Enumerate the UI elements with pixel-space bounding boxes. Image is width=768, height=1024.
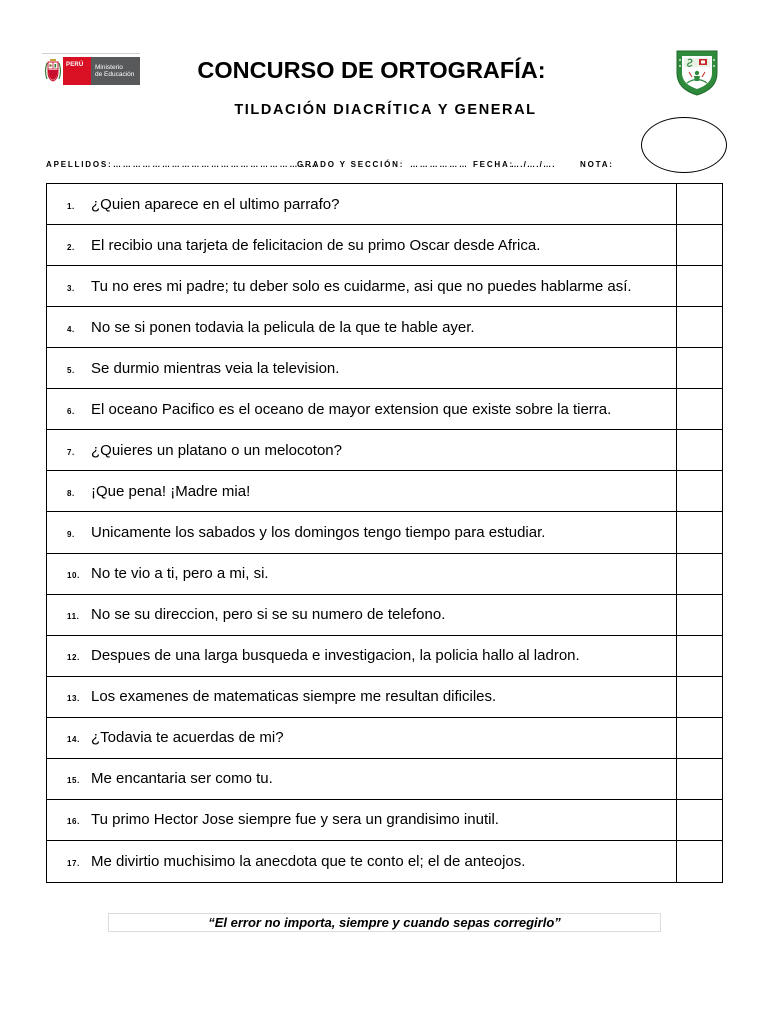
question-row xyxy=(47,471,722,512)
school-crest-icon xyxy=(675,48,719,96)
question-cell xyxy=(47,348,677,388)
question-text: No se su direccion, pero si se su numero de telefono. xyxy=(91,606,446,624)
question-number: 4. xyxy=(67,324,75,334)
fecha-label: FECHA: xyxy=(473,160,515,169)
question-number: 9. xyxy=(67,529,75,539)
question-cell xyxy=(47,225,677,265)
question-number: 1. xyxy=(67,201,75,211)
question-number: 11. xyxy=(67,612,80,622)
peru-coat-of-arms-icon xyxy=(43,57,63,85)
fecha-blank: …./…./…. xyxy=(511,160,556,169)
question-text: Tu no eres mi padre; tu deber solo es cuidarme, asi que no puedes hablarme así. xyxy=(91,277,632,295)
question-cell xyxy=(47,471,677,511)
answer-cell xyxy=(677,307,722,347)
apellidos-label: APELLIDOS: xyxy=(46,160,113,169)
question-cell xyxy=(47,595,677,635)
answer-cell xyxy=(677,512,722,552)
answer-cell xyxy=(677,677,722,717)
question-text: Se durmio mientras veia la television. xyxy=(91,359,340,377)
logo-country-label: PERÚ xyxy=(66,62,84,68)
answer-cell xyxy=(677,225,722,265)
student-info-line xyxy=(0,159,768,170)
question-cell xyxy=(47,184,677,224)
answer-cell xyxy=(677,266,722,306)
question-text: ¿Todavia te acuerdas de mi? xyxy=(91,729,284,747)
question-number: 17. xyxy=(67,858,80,868)
grado-seccion-blank: ……………… xyxy=(410,160,469,169)
question-row xyxy=(47,389,722,430)
question-cell xyxy=(47,389,677,429)
question-row xyxy=(47,184,722,225)
question-row xyxy=(47,225,722,266)
answer-cell xyxy=(677,184,722,224)
question-row xyxy=(47,718,722,759)
question-number: 2. xyxy=(67,242,75,252)
footer-quote-box xyxy=(108,913,661,932)
answer-cell xyxy=(677,759,722,799)
question-cell xyxy=(47,718,677,758)
answer-cell xyxy=(677,389,722,429)
question-row xyxy=(47,677,722,718)
question-number: 7. xyxy=(67,447,75,457)
question-text: Despues de una larga busqueda e investigacion, la policia hallo al ladron. xyxy=(91,647,580,665)
question-row xyxy=(47,800,722,841)
question-text: El recibio una tarjeta de felicitacion de su primo Oscar desde Africa. xyxy=(91,236,541,254)
question-text: No se si ponen todavia la pelicula de la que te hable ayer. xyxy=(91,318,475,336)
answer-cell xyxy=(677,554,722,594)
question-row xyxy=(47,554,722,595)
question-row xyxy=(47,841,722,882)
question-row xyxy=(47,430,722,471)
question-cell xyxy=(47,677,677,717)
page-subtitle: TILDACIÓN DIACRÍTICA Y GENERAL xyxy=(234,102,537,118)
question-text: Me encantaria ser como tu. xyxy=(91,770,273,788)
question-row xyxy=(47,348,722,389)
nota-label: NOTA: xyxy=(580,160,614,169)
question-row xyxy=(47,512,722,553)
question-number: 6. xyxy=(67,406,75,416)
question-text: Me divirtio muchisimo la anecdota que te conto el; el de anteojos. xyxy=(91,852,526,870)
question-text: ¿Quieres un platano o un melocoton? xyxy=(91,441,342,459)
question-number: 3. xyxy=(67,283,75,293)
question-text: ¡Que pena! ¡Madre mia! xyxy=(91,482,251,500)
answer-cell xyxy=(677,348,722,388)
question-text: No te vio a ti, pero a mi, si. xyxy=(91,565,269,583)
page-title: CONCURSO DE ORTOGRAFÍA: xyxy=(197,57,546,83)
question-row xyxy=(47,266,722,307)
answer-cell xyxy=(677,595,722,635)
question-cell xyxy=(47,759,677,799)
question-number: 10. xyxy=(67,571,80,581)
answer-cell xyxy=(677,636,722,676)
logo-divider xyxy=(42,53,140,54)
apellidos-blank: ……………………………………………………… xyxy=(113,160,319,169)
question-cell xyxy=(47,800,677,840)
question-text: Unicamente los sabados y los domingos tengo tiempo para estudiar. xyxy=(91,523,546,541)
question-number: 16. xyxy=(67,817,80,827)
question-text: El oceano Pacifico es el oceano de mayor extension que existe sobre la tierra. xyxy=(91,400,612,418)
footer-quote: “El error no importa, siempre y cuando sepas corregirlo” xyxy=(208,915,561,930)
question-text: ¿Quien aparece en el ultimo parrafo? xyxy=(91,195,340,213)
answer-cell xyxy=(677,841,722,882)
question-row xyxy=(47,636,722,677)
answer-cell xyxy=(677,718,722,758)
question-number: 15. xyxy=(67,776,80,786)
answer-cell xyxy=(677,800,722,840)
logo-ministry-label-line1: Ministerio xyxy=(95,64,123,71)
question-cell xyxy=(47,266,677,306)
question-row xyxy=(47,595,722,636)
questions-table xyxy=(46,183,723,883)
question-number: 8. xyxy=(67,488,75,498)
question-cell xyxy=(47,554,677,594)
question-cell xyxy=(47,512,677,552)
answer-cell xyxy=(677,430,722,470)
grado-seccion-label: GRADO Y SECCIÓN: xyxy=(297,160,405,169)
question-text: Los examenes de matematicas siempre me resultan dificiles. xyxy=(91,688,497,706)
question-number: 13. xyxy=(67,694,80,704)
question-number: 12. xyxy=(67,653,80,663)
question-row xyxy=(47,759,722,800)
question-cell xyxy=(47,307,677,347)
question-number: 5. xyxy=(67,365,75,375)
question-text: Tu primo Hector Jose siempre fue y sera un grandisimo inutil. xyxy=(91,811,499,829)
answer-cell xyxy=(677,471,722,511)
question-cell xyxy=(47,636,677,676)
question-row xyxy=(47,307,722,348)
logo-ministry-label-line2: de Educación xyxy=(95,71,135,78)
question-number: 14. xyxy=(67,735,80,745)
question-cell xyxy=(47,430,677,470)
logo-country-block xyxy=(63,57,91,85)
question-cell xyxy=(47,841,677,882)
